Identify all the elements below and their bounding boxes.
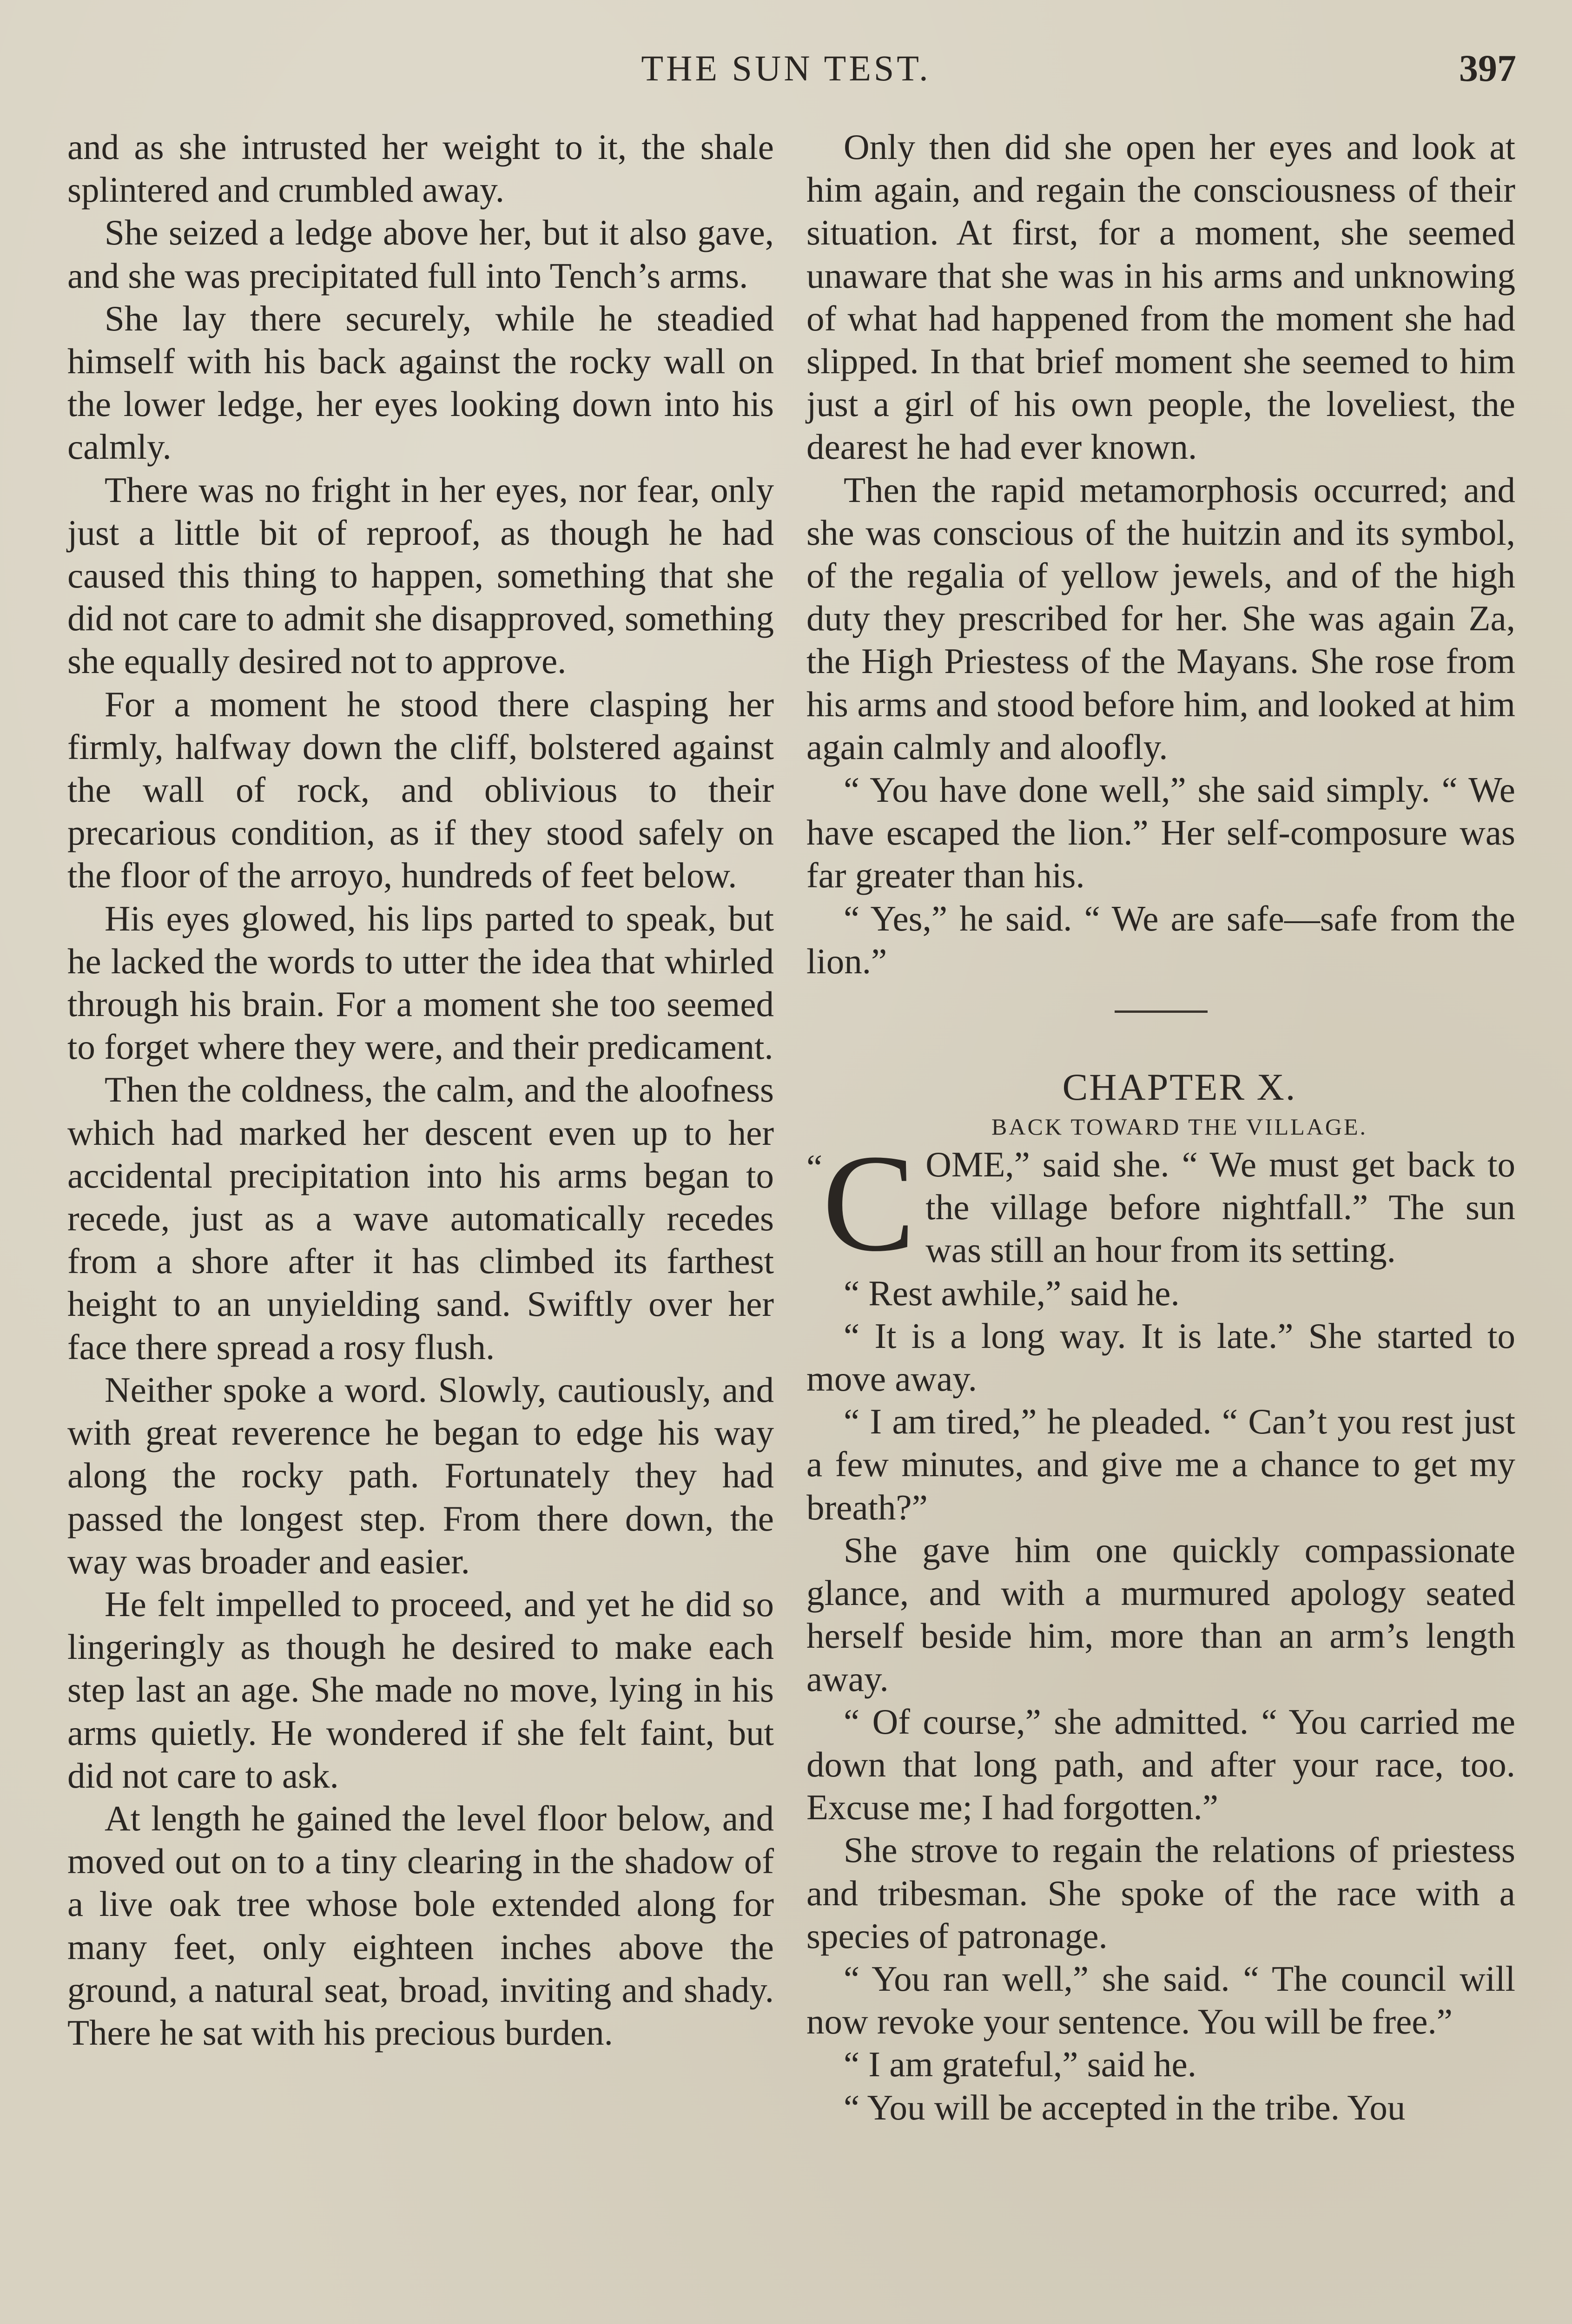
- paragraph: Then the rapid metamorphosis occurred; and she was conscious of the huitzin and its symbol, of the regalia of yellow jewels, and of the high duty they prescribed for her. She was again Za, the High Priestess of the Mayans. She rose from his arms and stood before him, and looked at him again calmly and aloofly.: [806, 469, 1515, 767]
- paragraph: “ I am tired,” he pleaded. “ Can’t you rest just a few minutes, and give me a chance to get my breath?”: [806, 1401, 1515, 1527]
- paragraph: “ You will be accepted in the tribe. You: [844, 2087, 1406, 2127]
- left-column: [67, 125, 774, 2054]
- paragraph: “ Rest awhile,” said he.: [844, 1273, 1180, 1313]
- right-column: [806, 125, 1515, 2129]
- opening-text: OME,” said she. “ We must get back to the village before nightfall.” The sun was still an hour from its setting.: [925, 1144, 1515, 1270]
- paragraph: For a moment he stood there clasping her firmly, halfway down the cliff, bolstered against the wall of rock, and oblivious to their precarious condition, as if they stood safely on the floor of the arroyo, hundreds of feet below.: [67, 684, 774, 896]
- paragraph: She gave him one quickly compassionate glance, and with a murmured apology seated herself beside him, more than an arm’s length away.: [806, 1530, 1515, 1699]
- section-divider: [1115, 1010, 1208, 1013]
- paragraph: “ You ran well,” she said. “ The council will now revoke your sentence. You will be free.”: [806, 1958, 1515, 2042]
- paragraph: “ You have done well,” she said simply. “ We have escaped the lion.” Her self-composure was far greater than his.: [806, 770, 1515, 896]
- paragraph: At length he gained the level floor below, and moved out on to a tiny clearing in the shadow of a live oak tree whose bole extended along for many feet, only eighteen inches above the ground, a natural seat, broad, inviting and shady. There he sat with his precious burden.: [67, 1798, 774, 2053]
- drop-cap-letter: C: [822, 1126, 916, 1281]
- page-number: 397: [1459, 47, 1516, 89]
- running-title: THE SUN TEST.: [641, 48, 931, 88]
- paragraph: “ Of course,” she admitted. “ You carried me down that long path, and after your race, too. Excuse me; I had forgotten.”: [806, 1701, 1515, 1828]
- paragraph: He felt impelled to proceed, and yet he did so lingeringly as though he desired to make each step last an age. She made no move, lying in his arms quietly. He wondered if she felt faint, but did not care to ask.: [67, 1584, 774, 1796]
- chapter-title: CHAPTER X.: [1062, 1066, 1297, 1109]
- paragraph: His eyes glowed, his lips parted to speak, but he lacked the words to utter the idea that whirled through his brain. For a moment she too seemed to forget where they were, and their predicament.: [67, 898, 774, 1067]
- paragraph: She seized a ledge above her, but it also gave, and she was precipitated full into Tench’s arms.: [67, 212, 774, 296]
- paragraph: She lay there securely, while he steadied himself with his back against the rocky wall on the lower ledge, her eyes looking down into his calmly.: [67, 298, 774, 467]
- paragraph: Neither spoke a word. Slowly, cautiously, and with great reverence he began to edge his way along the rocky path. Fortunately they had passed the longest step. From there down, the way was broader and easier.: [67, 1369, 774, 1581]
- running-header: [0, 43, 1572, 94]
- paragraph: and as she intrusted her weight to it, the shale splintered and crumbled away.: [67, 127, 774, 210]
- paragraph: Only then did she open her eyes and look at him again, and regain the consciousness of their situation. At first, for a moment, she seemed unaware that she was in his arms and unknowing of what had happened from the moment she had slipped. In that brief moment she seemed to him just a girl of his own people, the loveliest, the dearest he had ever known.: [806, 127, 1515, 467]
- paragraph: Then the coldness, the calm, and the aloofness which had marked her descent even up to her accidental precipitation into his arms began to recede, just as a wave automatically recedes from a shore after it has climbed its farthest height to an unyielding sand. Swiftly over her face there spread a rosy flush.: [67, 1070, 774, 1367]
- paragraph: There was no fright in her eyes, nor fear, only just a little bit of reproof, as though he had caused this thing to happen, something that she did not care to admit she disapproved, something she equally desired not to approve.: [67, 469, 774, 681]
- paragraph: “ It is a long way. It is late.” She started to move away.: [806, 1315, 1515, 1399]
- drop-cap-quote: “: [806, 1147, 823, 1188]
- paragraph: She strove to regain the relations of priestess and tribesman. She spoke of the race with a species of patronage.: [806, 1830, 1515, 1956]
- paragraph: “ I am grateful,” said he.: [844, 2044, 1196, 2085]
- chapter-subtitle: BACK TOWARD THE VILLAGE.: [991, 1114, 1367, 1140]
- drop-cap: [806, 1126, 916, 1281]
- paragraph: “ Yes,” he said. “ We are safe—safe from the lion.”: [806, 898, 1515, 981]
